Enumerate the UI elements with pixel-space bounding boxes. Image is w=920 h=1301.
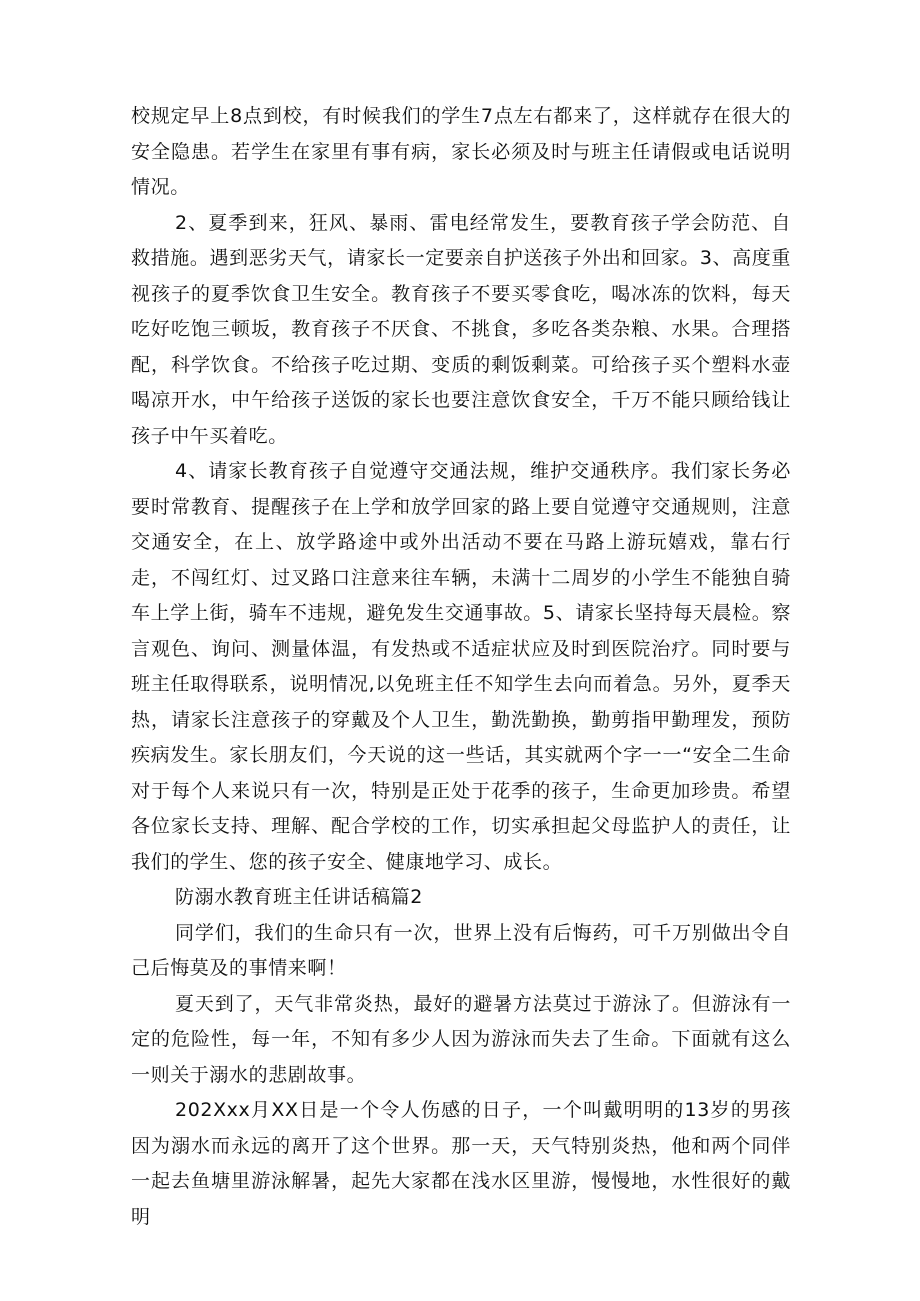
paragraph-summer-weather-food: 2、夏季到来，狂风、暴雨、雷电经常发生，要教育孩子学会防范、自救措施。遇到恶劣天气，请家长一定要亲自护送孩子外出和回家。3、高度重视孩子的夏季饮食卫生安全。教育孩子不要买零食吃，喝冰冻的饮料，每天吃好吃饱三顿坂，教育孩子不厌食、不挑食，多吃各类杂粮、水果。合理搭配，科学饮食。不给孩子吃过期、变质的剩饭剩菜。可给孩子买个塑料水壶喝凉开水，中午给孩子送饭的家长也要注意饮食安全，千万不能只顾给钱让孩子中午买着吃。 <box>131 211 791 447</box>
paragraph-swimming-danger: 夏天到了，天气非常炎热，最好的避暑方法莫过于游泳了。但游泳有一定的危险性，每一年，不知有多少人因为游泳而失去了生命。下面就有这么一则关于溺水的悲剧故事。 <box>131 992 791 1086</box>
paragraph-traffic-health: 4、请家长教育孩子自觉遵守交通法规，维护交通秩序。我们家长务必要时常教育、提醒孩子在上学和放学回家的路上要自觉遵守交通规则，注意交通安全，在上、放学路途中或外出活动不要在马路上游玩嬉戏，靠右行走，不闯红灯、过叉路口注意来往车辆，未满十二周岁的小学生不能独自骑车上学上街，骑车不违规，避免发生交通事故。5、请家长坚持每天晨检。察言观色、询问、测量体温，有发热或不适症状应及时到医院治疗。同时要与班主任取得联系，说明情况,以免班主任不知学生去向而着急。另外，夏季天热，请家长注意孩子的穿戴及个人卫生，勤洗勤换，勤剪指甲勤理发，预防疾病发生。家长朋友们，今天说的这一些话，其实就两个字一一“安全二生命对于每个人来说只有一次，特别是正处于花季的孩子，生命更加珍贵。希望各位家长支持、理解、配合学校的工作，切实承担起父母监护人的责任，让我们的学生、您的孩子安全、健康地学习、成长。 <box>131 460 791 873</box>
section-heading: 防溺水教育班主任讲话稿篇2 <box>175 886 423 908</box>
paragraph-school-arrival: 校规定早上8点到校，有时候我们的学生7点左右都来了，这样就存在很大的安全隐患。若学生在家里有事有病，家长必须及时与班主任请假或电话说明情况。 <box>131 105 791 198</box>
paragraph-story: 202Xxx月XX日是一个令人伤感的日子，一个叫戴明明的13岁的男孩因为溺水而永远的离开了这个世界。那一天，天气特别炎热，他和两个同伴一起去鱼塘里游泳解暑，起先大家都在浅水区里游，慢慢地，水性很好的戴明 <box>131 1099 791 1228</box>
document-body <box>131 99 791 1235</box>
paragraph-greeting: 同学们，我们的生命只有一次，世界上没有后悔药，可千万别做出令自己后悔莫及的事情来啊！ <box>131 921 791 979</box>
